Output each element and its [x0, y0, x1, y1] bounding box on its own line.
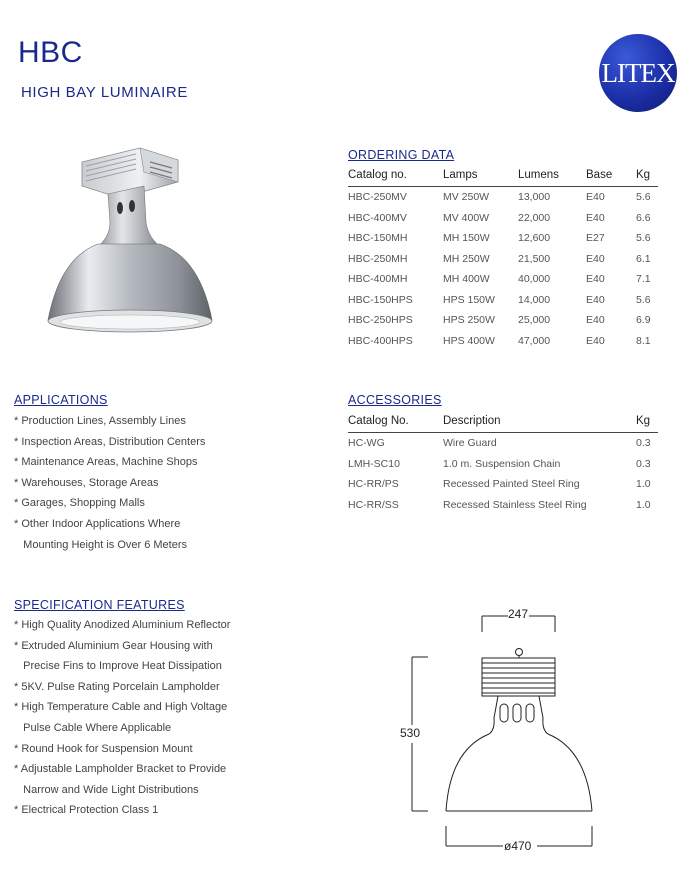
- list-item: * High Temperature Cable and High Voltage: [14, 701, 228, 714]
- dimension-top-width: 247: [508, 607, 529, 621]
- table-cell: MV 250W: [443, 191, 490, 204]
- specification-list: [14, 615, 230, 821]
- table-row: [348, 228, 658, 249]
- table-cell: 6.1: [636, 252, 651, 265]
- column-header: Base: [586, 166, 636, 187]
- table-row: [348, 310, 658, 331]
- table-cell: 21,500: [518, 252, 551, 265]
- list-item: * Electrical Protection Class 1: [14, 804, 159, 817]
- table-cell: HBC-250MV: [348, 191, 407, 204]
- table-cell: 25,000: [518, 314, 551, 327]
- table-cell: LMH-SC10: [348, 457, 400, 470]
- table-row: [348, 249, 658, 270]
- page-title: HBC: [18, 36, 83, 69]
- table-cell: 12,600: [518, 232, 551, 245]
- list-item: * Production Lines, Assembly Lines: [14, 415, 186, 427]
- logo-text: LITEX: [601, 57, 675, 88]
- table-cell: E40: [586, 252, 605, 265]
- table-cell: E40: [586, 293, 605, 306]
- table-cell: HBC-400MV: [348, 211, 407, 224]
- table-cell: HC-RR/PS: [348, 478, 399, 491]
- table-cell: MV 400W: [443, 211, 490, 224]
- table-row: [348, 331, 658, 352]
- table-cell: 13,000: [518, 191, 551, 204]
- table-row: [348, 208, 658, 229]
- applications-heading: APPLICATIONS: [14, 393, 108, 407]
- table-cell: HBC-150HPS: [348, 293, 413, 306]
- table-cell: E40: [586, 191, 605, 204]
- table-cell: 1.0 m. Suspension Chain: [443, 457, 561, 470]
- table-cell: MH 400W: [443, 273, 490, 286]
- list-item: * Garages, Shopping Malls: [14, 497, 145, 510]
- column-header: Kg: [636, 166, 658, 187]
- table-cell: E40: [586, 273, 605, 286]
- column-header: Catalog no.: [348, 166, 443, 187]
- list-item: * High Quality Anodized Aluminium Reflector: [14, 619, 231, 631]
- list-item: * Adjustable Lampholder Bracket to Provide: [14, 763, 227, 776]
- list-item: * Warehouses, Storage Areas: [14, 476, 159, 489]
- table-cell: 5.6: [636, 191, 651, 204]
- table-cell: MH 250W: [443, 252, 490, 265]
- list-item: Precise Fins to Improve Heat Dissipation: [14, 660, 222, 673]
- applications-list: [14, 411, 205, 555]
- table-row: [348, 454, 658, 475]
- table-cell: HBC-250MH: [348, 252, 408, 265]
- litex-logo: [599, 34, 677, 112]
- table-cell: Recessed Stainless Steel Ring: [443, 498, 587, 511]
- list-item: * Inspection Areas, Distribution Centers: [14, 435, 206, 448]
- list-item: * Maintenance Areas, Machine Shops: [14, 456, 198, 469]
- dimension-height: 530: [400, 726, 421, 740]
- ordering-data-table: [348, 166, 658, 351]
- table-cell: HPS 250W: [443, 314, 495, 327]
- table-cell: E40: [586, 314, 605, 327]
- table-cell: 7.1: [636, 273, 651, 286]
- table-cell: HBC-400HPS: [348, 334, 413, 347]
- table-cell: E27: [586, 232, 605, 245]
- table-header-row: [348, 166, 658, 187]
- list-item: * Extruded Aluminium Gear Housing with: [14, 639, 213, 652]
- table-cell: 0.3: [636, 457, 651, 470]
- table-cell: HC-RR/SS: [348, 498, 399, 511]
- column-header: Kg: [636, 412, 658, 433]
- table-cell: 14,000: [518, 293, 551, 306]
- table-cell: HPS 400W: [443, 334, 495, 347]
- column-header: Lamps: [443, 166, 518, 187]
- table-row: [348, 269, 658, 290]
- table-cell: 6.9: [636, 314, 651, 327]
- table-row: [348, 187, 658, 208]
- table-header-row: [348, 412, 658, 433]
- table-cell: HPS 150W: [443, 293, 495, 306]
- dimension-drawing: [395, 600, 595, 860]
- list-item: * 5KV. Pulse Rating Porcelain Lampholder: [14, 680, 220, 693]
- list-item: Mounting Height is Over 6 Meters: [14, 538, 188, 551]
- table-cell: HBC-400MH: [348, 273, 408, 286]
- specification-heading: SPECIFICATION FEATURES: [14, 598, 185, 612]
- table-cell: 5.6: [636, 232, 651, 245]
- table-cell: 8.1: [636, 334, 651, 347]
- list-item: * Other Indoor Applications Where: [14, 517, 181, 530]
- accessories-table: [348, 412, 658, 515]
- list-item: Narrow and Wide Light Distributions: [14, 783, 199, 796]
- table-cell: E40: [586, 211, 605, 224]
- table-cell: HBC-250HPS: [348, 314, 413, 327]
- table-row: [348, 495, 658, 516]
- dimension-diameter: ø470: [504, 839, 532, 853]
- table-row: [348, 433, 658, 454]
- table-cell: Wire Guard: [443, 437, 497, 450]
- table-cell: 0.3: [636, 437, 651, 450]
- table-cell: E40: [586, 334, 605, 347]
- table-row: [348, 290, 658, 311]
- list-item: Pulse Cable Where Applicable: [14, 721, 172, 734]
- column-header: Description: [443, 412, 636, 433]
- table-cell: MH 150W: [443, 232, 490, 245]
- accessories-heading: ACCESSORIES: [348, 393, 442, 407]
- column-header: Lumens: [518, 166, 586, 187]
- table-cell: 40,000: [518, 273, 551, 286]
- table-cell: Recessed Painted Steel Ring: [443, 478, 580, 491]
- table-cell: 6.6: [636, 211, 651, 224]
- table-cell: HBC-150MH: [348, 232, 408, 245]
- page-subtitle: HIGH BAY LUMINAIRE: [21, 84, 188, 101]
- list-item: * Round Hook for Suspension Mount: [14, 742, 193, 755]
- table-cell: 47,000: [518, 334, 551, 347]
- table-cell: HC-WG: [348, 437, 385, 450]
- ordering-data-heading: ORDERING DATA: [348, 148, 455, 162]
- luminaire-photo: [40, 140, 220, 345]
- table-row: [348, 474, 658, 495]
- table-cell: 5.6: [636, 293, 651, 306]
- table-cell: 22,000: [518, 211, 551, 224]
- table-cell: 1.0: [636, 478, 651, 491]
- table-cell: 1.0: [636, 498, 651, 511]
- column-header: Catalog No.: [348, 412, 443, 433]
